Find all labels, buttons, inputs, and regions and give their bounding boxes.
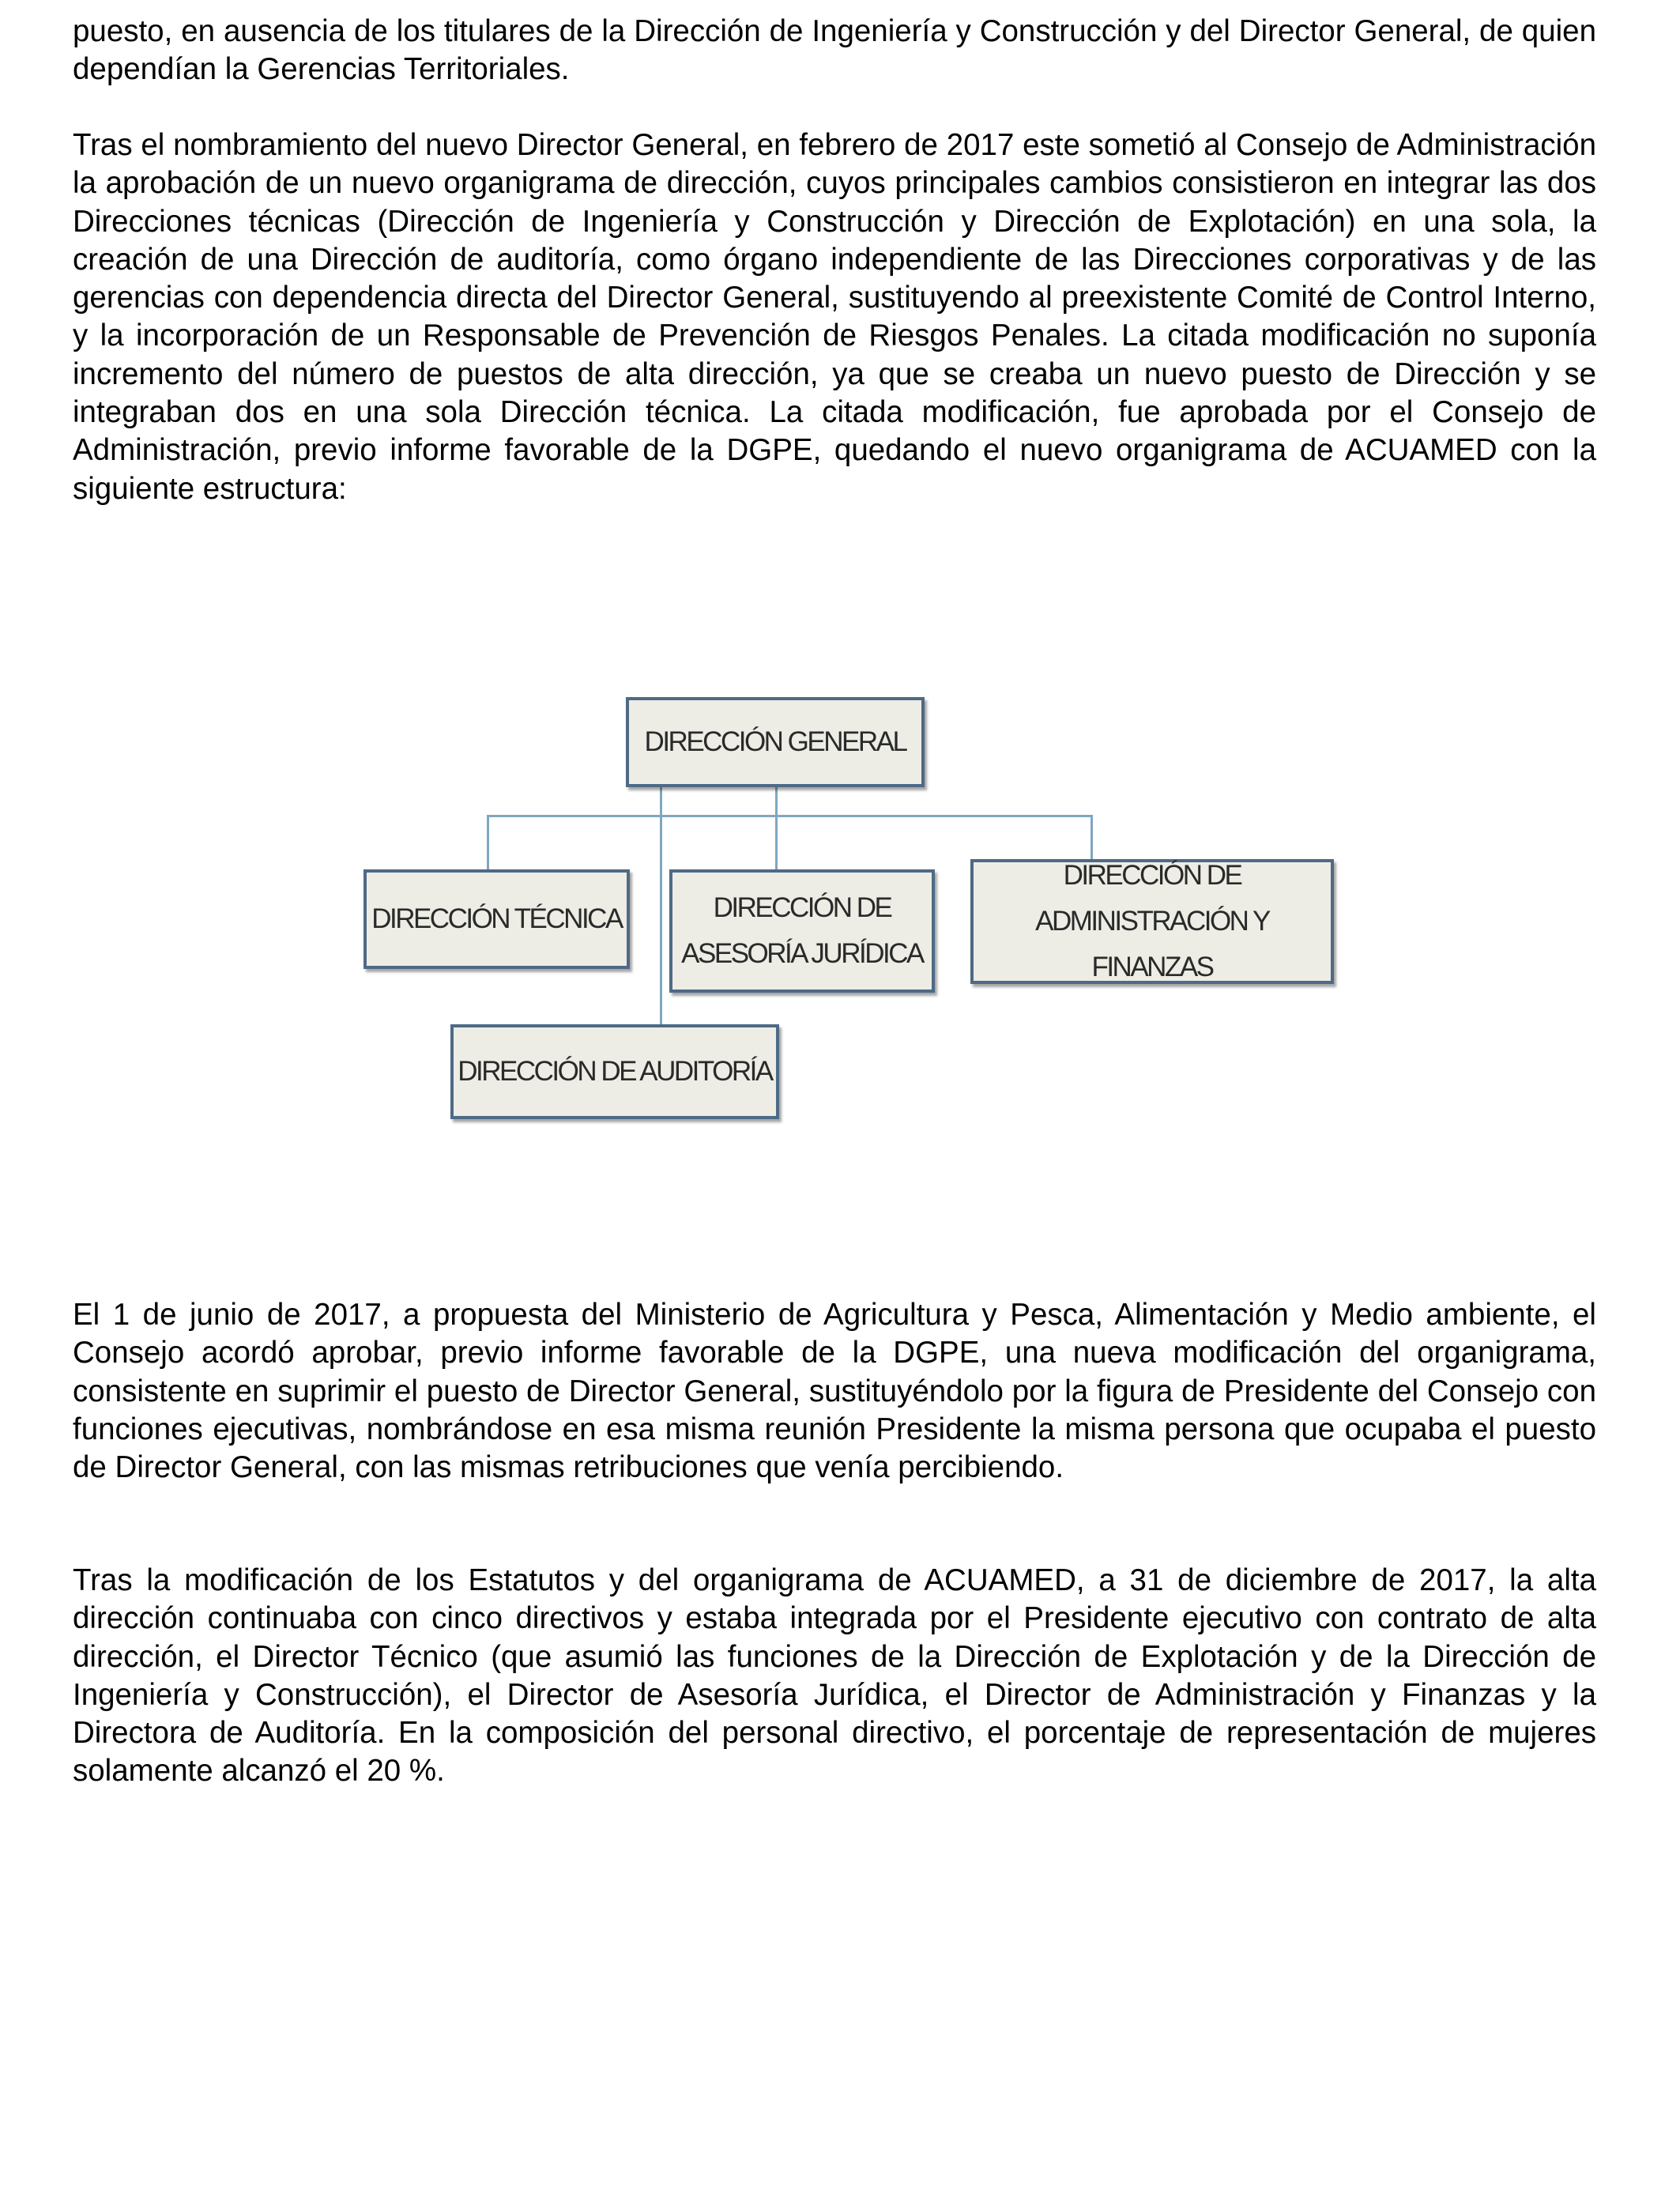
box-juridica-line1: DIRECCIÓN DE [713,892,891,923]
box-direccion-general-label: DIRECCIÓN GENERAL [644,726,906,757]
box-direccion-general [626,697,925,787]
connector-to-juridica [775,787,778,875]
box-juridica-line2: ASESORÍA JURÍDICA [681,938,923,969]
box-finanzas-line1: DIRECCIÓN DE [1063,860,1241,891]
paragraph-4: Tras la modificación de los Estatutos y del organigrama de ACUAMED, a 31 de diciembre de 2017, la alta dirección continuaba con cinco directivos y estaba integrada por el Presidente ejecutivo con contrato de alta dirección, el Director Técnico (que asumió las funciones de la Dirección de Explotación y de la Dirección de Ingeniería y Construcción), el Director de Asesoría Jurídica, el Director de Administración y Finanzas y la Directora de Auditoría. En la composición del personal directivo, el porcentaje de representación de mujeres solamente alcanzó el 20 %. [73,1563,1596,1789]
connector-to-tecnica [487,815,489,875]
box-direccion-asesoria-juridica [669,869,935,993]
box-direccion-auditoria [450,1024,779,1119]
box-direccion-auditoria-label: DIRECCIÓN DE AUDITORÍA [458,1056,772,1087]
connector-to-auditoria [660,787,662,1024]
box-direccion-tecnica [363,869,630,969]
connector-horizontal [487,815,1092,817]
paragraph-1: puesto, en ausencia de los titulares de la Dirección de Ingeniería y Construcción y del Director General, de quien dependían la Gerencias Territoriales. [73,14,1596,87]
box-direccion-administracion-finanzas [970,859,1334,984]
paragraph-3: El 1 de junio de 2017, a propuesta del Ministerio de Agricultura y Pesca, Alimentación y Medio ambiente, el Consejo acordó aprobar, previo informe favorable de la DGPE, una nueva modificación del organigrama, consistente en suprimir el puesto de Director General, sustituyéndolo por la figura de Presidente del Consejo con funciones ejecutivas, nombrándose en esa misma reunión Presidente la misma persona que ocupaba el puesto de Director General, con las mismas retribuciones que venía percibiendo. [73,1298,1596,1485]
box-direccion-tecnica-label: DIRECCIÓN TÉCNICA [371,903,622,934]
box-finanzas-line2: ADMINISTRACIÓN Y FINANZAS [1035,906,1269,982]
paragraph-2: Tras el nombramiento del nuevo Director General, en febrero de 2017 este sometió al Consejo de Administración la aprobación de un nuevo organigrama de dirección, cuyos principales cambios consistieron en integrar las dos Direcciones técnicas (Dirección de Ingeniería y Construcción y Dirección de Explotación) en una sola, la creación de una Dirección de auditoría, como órgano independiente de las Direcciones corporativas y de las gerencias con dependencia directa del Director General, sustituyendo al preexistente Comité de Control Interno, y la incorporación de un Responsable de Prevención de Riesgos Penales. La citada modificación no suponía incremento del número de puestos de alta dirección, ya que se creaba un nuevo puesto de Dirección y se integraban dos en una sola Dirección técnica. La citada modificación, fue aprobada por el Consejo de Administración, previo informe favorable de la DGPE, quedando el nuevo organigrama de ACUAMED con la siguiente estructura: [73,128,1596,506]
